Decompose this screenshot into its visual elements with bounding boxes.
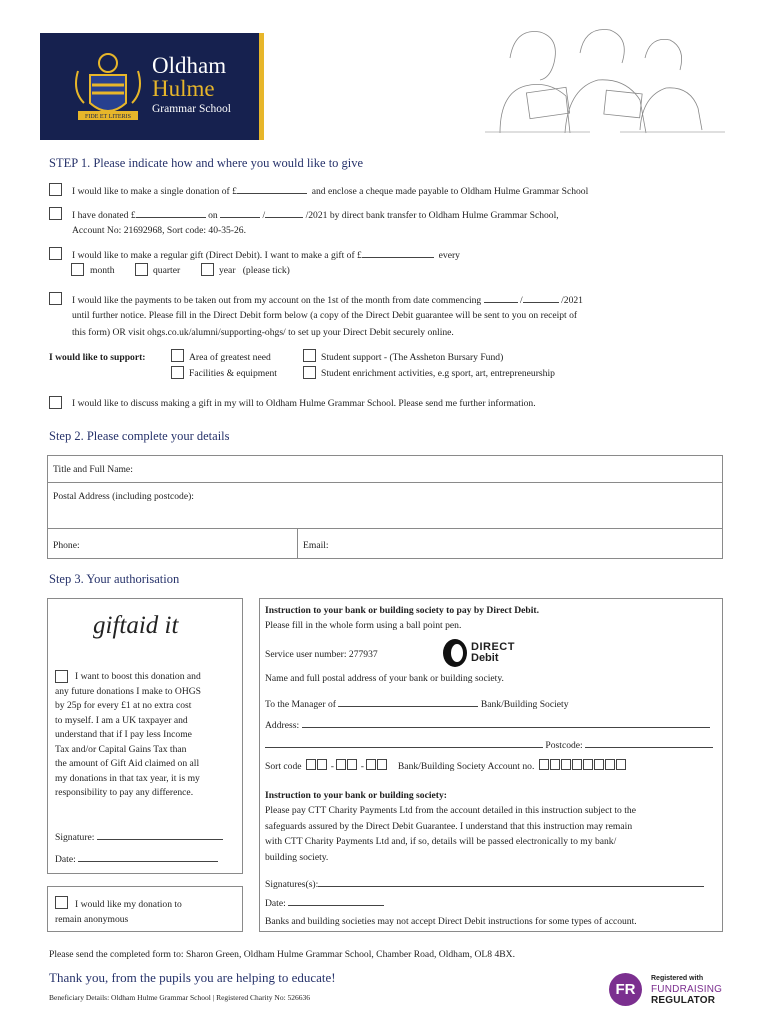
step3-heading: Step 3. Your authorisation	[49, 572, 180, 586]
commence-month-field[interactable]	[523, 293, 559, 303]
dd-subtitle: Please fill in the whole form using a ball point pen.	[265, 620, 462, 631]
transfer-day-field[interactable]	[220, 208, 260, 218]
year-label: year (please tick)	[219, 265, 290, 276]
bank-name-field[interactable]	[338, 697, 478, 707]
transfer-amount-field[interactable]	[136, 208, 206, 218]
send-address: Please send the completed form to: Sharon Green, Oldham Hulme Grammar School, Chamber Road, Oldham, OL8 4BX.	[49, 949, 515, 960]
fr-regulator: REGULATOR	[651, 995, 716, 1006]
regular-amount-field[interactable]	[362, 248, 434, 258]
dd-logo-direct: DIRECT	[471, 641, 515, 653]
facilities-label: Facilities & equipment	[189, 368, 277, 379]
dd-logo-debit: Debit	[471, 652, 499, 664]
account-number-field[interactable]	[539, 761, 627, 772]
direct-debit-icon	[441, 638, 469, 668]
year-checkbox[interactable]	[201, 263, 214, 276]
dd-signature-field[interactable]	[318, 877, 704, 887]
greatest-need-label: Area of greatest need	[189, 352, 271, 363]
dd-date: Date:	[265, 896, 384, 910]
giftaid-signature: Signature:	[55, 830, 223, 844]
step2-heading: Step 2. Please complete your details	[49, 429, 230, 443]
full-name-field[interactable]: Title and Full Name:	[53, 464, 133, 475]
transfer-month-field[interactable]	[265, 208, 303, 218]
giftaid-text: I want to boost this donation and any future donations I make to OHGS by 25p for every £1 at no extra cost to myself. I am a UK taxpayer and understand that if I pay less Income Tax and/or Capital Gains Tax than the amount of Gift Aid claimed on all my donations in that tax year, it is my responsibility to pay any difference.	[55, 671, 202, 798]
bank-transfer-text: I have donated £ on / /2021 by direct bank transfer to Oldham Hulme Grammar School,	[72, 210, 559, 221]
crest-motto: FIDE ET LITERIS	[85, 114, 131, 120]
phone-field[interactable]: Phone:	[53, 540, 80, 551]
anonymous-line2: remain anonymous	[55, 914, 129, 925]
service-user-number: Service user number: 277937	[265, 649, 378, 660]
dd-name-address: Name and full postal address of your bank or building society.	[265, 673, 504, 684]
dd-date-field[interactable]	[288, 896, 384, 906]
student-support-checkbox[interactable]	[303, 349, 316, 362]
logo-grammar-school: Grammar School	[152, 103, 231, 115]
dd-instruction-title: Instruction to your bank or building society:	[265, 790, 447, 801]
logo-hulme: Hulme	[152, 76, 215, 101]
school-logo	[40, 33, 264, 140]
bank-address-field[interactable]	[302, 718, 710, 728]
fundraising-regulator-badge: FR	[609, 973, 642, 1006]
email-field[interactable]: Email:	[303, 540, 329, 551]
quarter-label: quarter	[153, 265, 181, 276]
dd-note: Banks and building societies may not accept Direct Debit instructions for some types of account.	[265, 916, 637, 927]
commence-day-field[interactable]	[484, 293, 518, 303]
payment-date-line3: this form) OR visit ohgs.co.uk/alumni/supporting-ohgs/ to set up your Direct Debit securely online.	[72, 327, 454, 338]
giftaid-signature-field[interactable]	[97, 830, 223, 840]
details-box	[47, 455, 723, 559]
giftaid-date: Date:	[55, 852, 218, 866]
dd-sort-code: Sort code - - Bank/Building Society Account no.	[265, 759, 627, 773]
postcode-field[interactable]	[585, 738, 713, 748]
direct-debit-logo	[441, 638, 535, 668]
month-checkbox[interactable]	[71, 263, 84, 276]
fr-fundraising: FUNDRAISING	[651, 984, 723, 995]
single-donation-checkbox[interactable]	[49, 183, 62, 196]
sort-code-field[interactable]: - -	[306, 761, 388, 772]
fr-registered: Registered with	[651, 975, 704, 982]
enrichment-label: Student enrichment activities, e.g sport, art, entrepreneurship	[321, 368, 555, 379]
logo-oldham: Oldham	[152, 53, 227, 78]
account-details: Account No: 21692968, Sort code: 40-35-26.	[72, 225, 246, 236]
anonymous-line1: I would like my donation to	[75, 899, 182, 910]
bank-transfer-checkbox[interactable]	[49, 207, 62, 220]
beneficiary-details: Beneficiary Details: Oldham Hulme Grammar School | Registered Charity No: 526636	[49, 993, 311, 1002]
step1-heading: STEP 1. Please indicate how and where you would like to give	[49, 156, 364, 170]
regular-gift-text: I would like to make a regular gift (Direct Debit). I want to make a gift of £ every	[72, 250, 460, 261]
thank-you: Thank you, from the pupils you are helping to educate!	[49, 970, 336, 985]
legacy-checkbox[interactable]	[49, 396, 62, 409]
single-amount-field[interactable]	[237, 184, 307, 194]
pupils-illustration	[470, 18, 725, 138]
postal-address-field[interactable]: Postal Address (including postcode):	[53, 491, 194, 502]
anonymous-checkbox[interactable]	[55, 896, 68, 909]
dd-manager: To the Manager of Bank/Building Society	[265, 699, 569, 710]
regular-gift-checkbox[interactable]	[49, 247, 62, 260]
bank-address-line2-field[interactable]	[265, 738, 543, 748]
payment-date-text: I would like the payments to be taken out from my account on the 1st of the month from date commencing / /2021	[72, 295, 583, 306]
giftaid-date-field[interactable]	[78, 852, 218, 862]
dd-postcode: Postcode:	[265, 738, 713, 752]
student-support-label: Student support - (The Assheton Bursary Fund)	[321, 352, 504, 363]
greatest-need-checkbox[interactable]	[171, 349, 184, 362]
payment-date-line2: until further notice. Please fill in the Direct Debit form below (a copy of the Direct Debit guarantee will be sent to you on receipt of	[72, 310, 578, 321]
dd-address: Address:	[265, 718, 710, 732]
payment-date-checkbox[interactable]	[49, 292, 62, 305]
month-label: month	[90, 265, 115, 276]
logo-gold-stripe	[259, 33, 264, 140]
dd-signatures: Signatures(s):	[265, 877, 704, 891]
dd-instruction-text: Please pay CTT Charity Payments Ltd from the account detailed in this instruction subject to the safeguards assured by the Direct Debit Guarantee. I understand that this instruction may remain with CTT Charity Payments Ltd and, if so, details will be passed electronically to my bank/ building society.	[265, 805, 636, 863]
enrichment-checkbox[interactable]	[303, 366, 316, 379]
quarter-checkbox[interactable]	[135, 263, 148, 276]
giftaid-logo: giftaid it	[93, 612, 179, 639]
legacy-text: I would like to discuss making a gift in my will to Oldham Hulme Grammar School. Please send me further information.	[72, 398, 536, 409]
dd-title: Instruction to your bank or building society to pay by Direct Debit.	[265, 605, 539, 616]
facilities-checkbox[interactable]	[171, 366, 184, 379]
single-donation-text: I would like to make a single donation of £ and enclose a cheque made payable to Oldham Hulme Grammar School	[72, 186, 589, 197]
support-label: I would like to support:	[49, 352, 146, 363]
